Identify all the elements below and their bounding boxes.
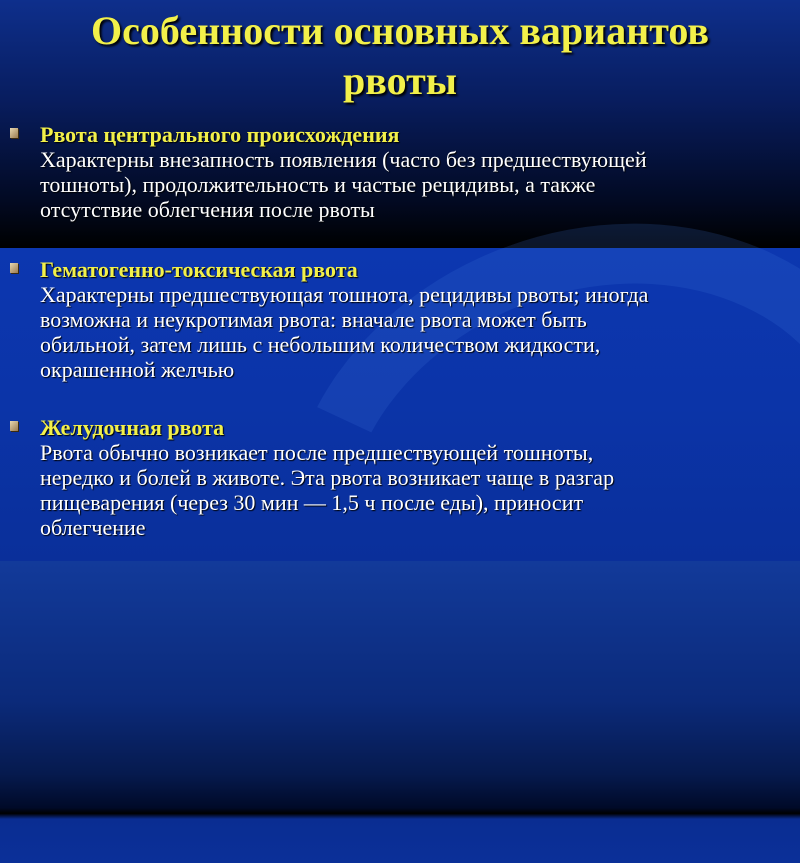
item-body-line: обильной, затем лишь с небольшим количеством жидкости,: [40, 332, 601, 357]
list-item-central: [40, 122, 790, 222]
item-body-line: нередко и болей в животе. Эта рвота возникает чаще в разгар: [40, 465, 615, 490]
item-heading: Рвота центрального происхождения: [40, 122, 400, 147]
bullet-icon: [10, 263, 18, 273]
list-item-gastric: [40, 415, 790, 540]
list-item-hematogenous: [40, 257, 790, 382]
item-body-line: отсутствие облегчения после рвоты: [40, 197, 375, 222]
item-heading: Гематогенно-токсическая рвота: [40, 257, 358, 282]
item-body: [40, 440, 790, 540]
item-body-line: Рвота обычно возникает после предшествующей тошноты,: [40, 440, 594, 465]
item-body-line: окрашенной желчью: [40, 357, 235, 382]
bullet-icon: [10, 128, 18, 138]
item-body-line: Характерны предшествующая тошнота, рецидивы рвоты; иногда: [40, 282, 649, 307]
bullet-icon: [10, 421, 18, 431]
item-body-line: Характерны внезапность появления (часто без предшествующей: [40, 147, 647, 172]
item-heading: Желудочная рвота: [40, 415, 225, 440]
item-body-line: тошноты), продолжительность и частые рецидивы, а также: [40, 172, 596, 197]
item-body-line: возможна и неукротимая рвота: вначале рвота может быть: [40, 307, 587, 332]
slide-title: [0, 6, 800, 106]
item-body-line: пищеварения (через 30 мин — 1,5 ч после еды), приносит: [40, 490, 584, 515]
item-body: [40, 282, 790, 382]
item-body-line: облегчение: [40, 515, 146, 540]
slide-title-line-2: рвоты: [343, 58, 457, 103]
slide-title-line-1: Особенности основных вариантов: [91, 8, 709, 53]
item-body: [40, 147, 790, 222]
